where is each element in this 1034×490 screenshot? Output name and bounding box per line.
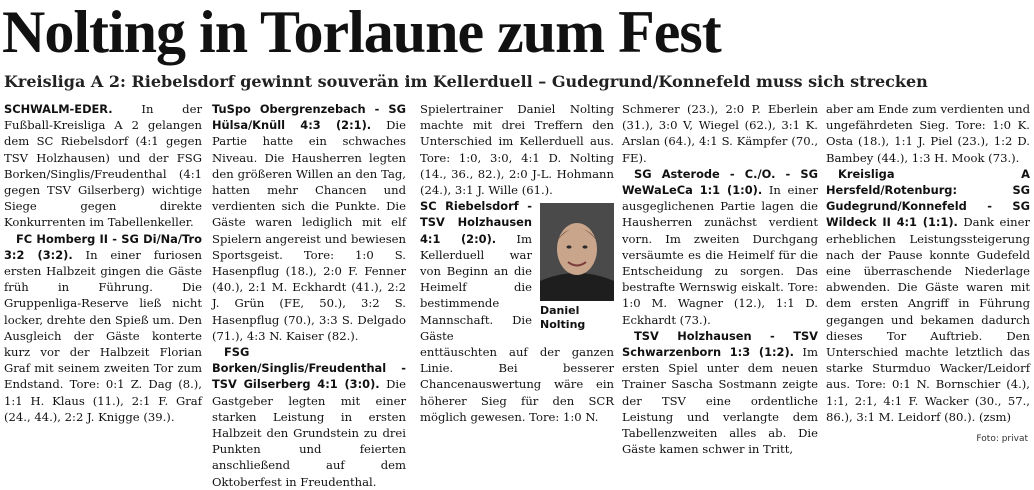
photo-caption: Daniel Nolting	[540, 304, 586, 332]
match-text: Dank einer erheblichen Leistungssteigerung nach der Pause konnte Gudefeld eine überraschende Niederlage abwenden. Die Gäste waren mit dem ersten Angriff in Führung gegangen und bekamen dadurch dieses Tor Auftrieb. Den Unterschied machte letztlich das starke Sturmduo Wacker/Leidorf aus. Tore: 0:1 N. Bornschier (4.), 1:1, 2:1, 4:1 F. Wacker (30., 57., 86.), 3:1 M. Leidorf (80.). (zsm)	[826, 215, 1030, 424]
photo-block	[540, 203, 614, 332]
dateline: SCHWALM-EDER.	[4, 102, 113, 116]
intro-paragraph	[4, 101, 202, 231]
match-report	[622, 328, 818, 458]
match-text: Die Gastgeber legten mit einer starken Leistung in ersten Halbzeit den Grundstein zu drei Punkten und feierten anschließend auf dem Oktoberfest in Freudenthal.	[212, 377, 406, 489]
headline: Nolting in Torlaune zum Fest	[2, 0, 721, 65]
article-column-2	[212, 101, 406, 489]
match-report	[622, 166, 818, 328]
match-heading: FSG Borken/Singlis/Freudenthal - TSV Gilserberg 4:1 (3:0).	[212, 345, 406, 392]
match-heading: FC Homberg II - SG Di/Na/Tro 3:2 (3:2).	[4, 231, 202, 262]
article-column-3	[420, 101, 614, 445]
photo-credit: Foto: privat	[973, 434, 1028, 444]
match-text: Die Partie hatte ein schwaches Niveau. Die Hausherren legten den größeren Willen an den Tag, hatten mehr Chancen und verdienten sich die Punkte. Die Gäste waren lediglich mit elf Spielern angereist und bewiesen Sportsgeist. Tore: 1:0 S. Hasenpflug (18.), 2:0 F. Fenner (40.), 2:1 M. Eckhardt (41.), 2:2 J. Grün (FE, 50.), 3:2 S. Hasenpflug (70.), 3:3 S. Delgado (71.), 4:3 N. Kaiser (82.).	[212, 118, 406, 343]
match-text: Im Kellerduell war von Beginn an die Heimelf die bestimmende Mannschaft. Die Gäste enttäuschten auf der ganzen Linie. Bei besserer Chancenauswertung wäre ein höherer Sieg für den SCR möglich gewesen. Tore: 1:0 N.	[420, 231, 614, 424]
article-column-4	[622, 101, 819, 457]
intro-text: In der Fußball-Kreisliga A 2 gelangen dem SC Riebelsdorf (4:1 gegen TSV Holzhausen) und der FSG Borken/Singlis/Freudenthal (4:1 gegen TSV Gilserberg) wichtige Siege gegen direkte Konkurrenten im Tabellenkeller.	[4, 102, 202, 230]
match-heading: TuSpo Obergrenzebach - SG Hülsa/Knüll 4:3 (2:1).	[212, 102, 406, 133]
match-text: In einer furiosen ersten Halbzeit gingen die Gäste früh in Führung. Die Gruppenliga-Reserve ließ nicht locker, drehte den Spieß um. Den Ausgleich der Gäste konterte kurz vor der Halbzeit Florian Graf mit seinem zweiten Tor zum Endstand. Tore: 0:1 Z. Dag (8.), 1:1 H. Klaus (11.), 2:1 F. Graf (24., 44.), 2:2 J. Knigge (39.).	[4, 247, 202, 424]
match-report-continued: aber am Ende zum verdienten und ungefährdeten Sieg. Tore: 1:0 K. Osta (18.), 1:1 J. Piel (23.), 1:2 D. Bambey (44.), 1:3 H. Mook (73.).	[826, 102, 1030, 165]
match-report	[826, 166, 1030, 425]
match-heading: SG Asterode - C./O. - SG WeWaLeCa 1:1 (1:0).	[622, 166, 818, 198]
subheadline: Kreisliga A 2: Riebelsdorf gewinnt souverän im Kellerduell – Gudegrund/Konnefeld muss sich strecken	[4, 72, 928, 91]
match-heading: SC Riebelsdorf - TSV Holzhausen 4:1 (2:0).	[420, 199, 532, 246]
match-heading: TSV Holzhausen - TSV Schwarzenborn 1:3 (1:2).	[622, 328, 818, 360]
match-text: In einer ausgeglichenen Partie lagen die Hausherren zunächst verdient vorn. Im zweiten Durchgang versäumte es die Heimelf für die Entscheidung zu sorgen. Das bestrafte Wernswig eiskalt. Tore: 1:0 M. Wagner (12.), 1:1 D. Eckhardt (73.).	[622, 183, 818, 327]
match-report	[4, 231, 202, 425]
match-report-continued: Spielertrainer Daniel Nolting machte mit drei Treffern den Unterschied im Kellerduell aus. Tore: 1:0, 3:0, 4:1 D. Nolting (14., 36., 82.), 2:0 J-L. Hohmann (24.), 3:1 J. Wille (61.).	[420, 102, 614, 198]
match-report	[212, 101, 406, 344]
match-report-continued: Schmerer (23.), 2:0 P. Eberlein (31.), 3:0 V, Wiegel (62.), 3:1 K. Arslan (64.), 4:1 S. Kämpfer (70., FE).	[622, 102, 818, 165]
portrait-illustration	[540, 203, 614, 301]
match-text: Im ersten Spiel unter dem neuen Trainer Sascha Sostmann zeigte der TSV eine ordentliche Leistung und verlangte dem Tabellenzweiten alles ab. Die Gäste kamen schwer in Tritt,	[622, 345, 819, 457]
article-column-1	[4, 101, 202, 445]
match-report	[212, 344, 406, 490]
portrait-photo	[540, 203, 614, 301]
article-column-5	[826, 101, 1030, 445]
match-heading: Kreisliga A Hersfeld/Rotenburg: SG Gudegrund/Konnefeld - SG Wildeck II 4:1 (1:1).	[826, 166, 1030, 230]
